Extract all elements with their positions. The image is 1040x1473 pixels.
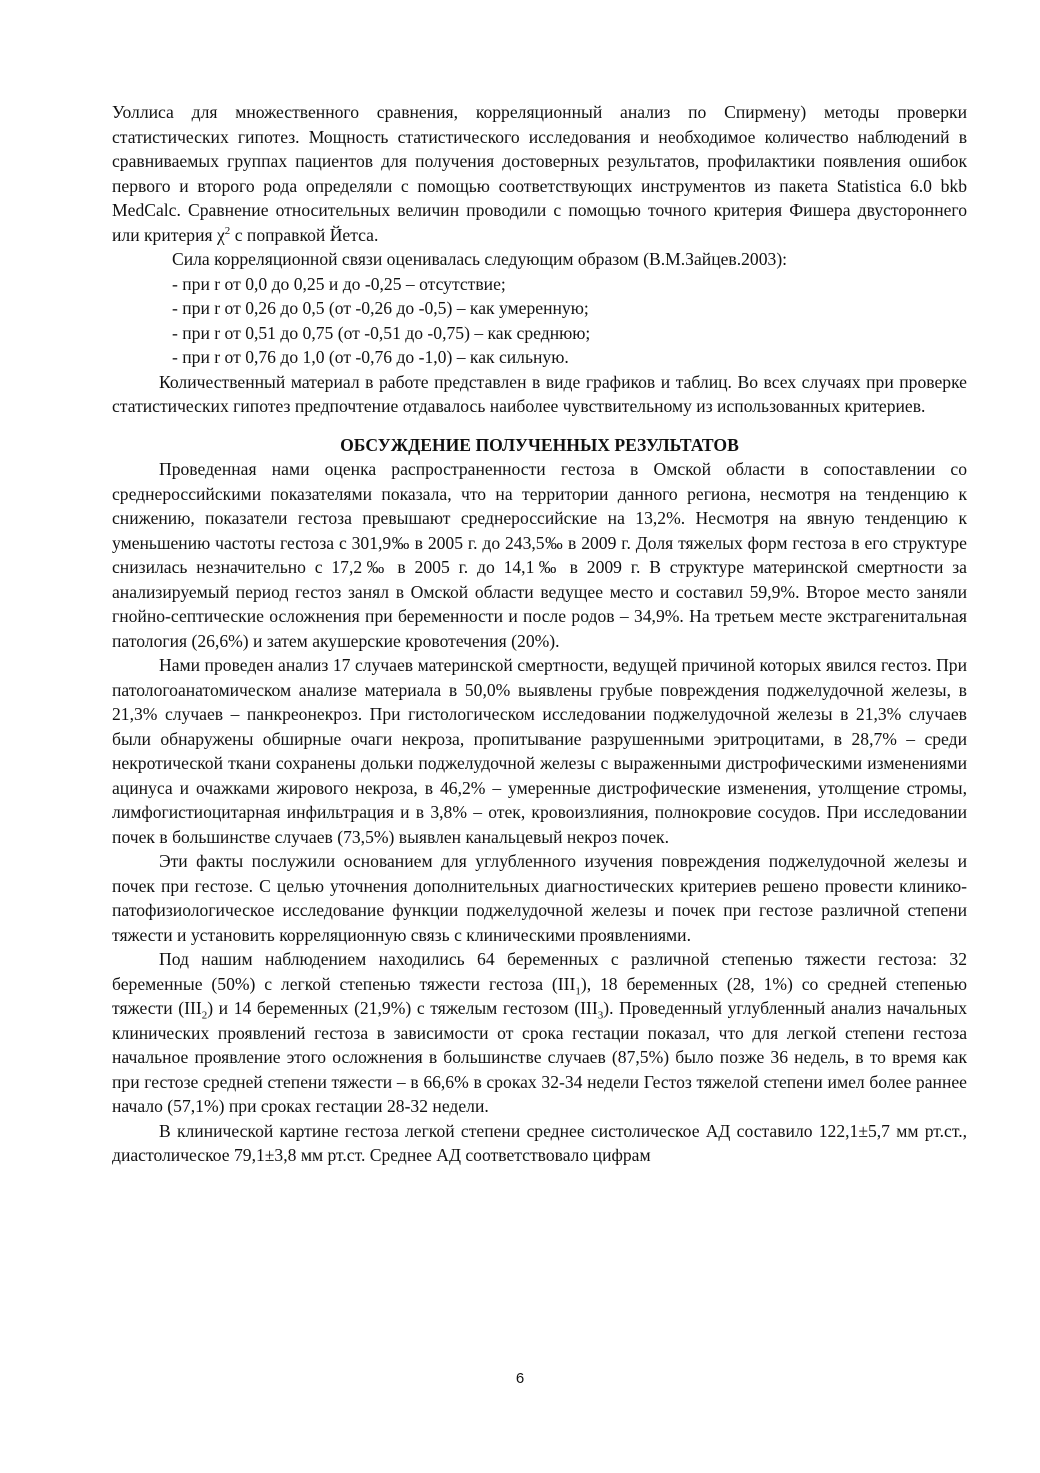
paragraph-prevalence: Проведенная нами оценка распространенности гестоза в Омской области в сопоставлении со среднероссийскими показателями показала, что на территории данного региона, несмотря на тенденцию к снижению, показатели гестоза превышают среднероссийские на 13,2%. Несмотря на явную тенденцию к уменьшению частоты гестоза с 301,9‰ в 2005 г. до 243,5‰ в 2009 г. Доля тяжелых форм гестоза в его структуре снизилась незначительно с 17,2‰ в 2005 г. до 14,1‰ в 2009 г. В структуре материнской смертности за анализируемый период гестоз занял в Омской области ведущее место и составил 59,9%. Второе место заняли гнойно-септические осложнения при беременности и после родов – 34,9%. На третьем месте экстрагенитальная патология (26,6%) и затем акушерские кровотечения (20%). bbox=[112, 459, 967, 651]
document-page bbox=[112, 100, 967, 1168]
correlation-item-2: - при r от 0,26 до 0,5 (от -0,26 до -0,5) – как умеренную; bbox=[172, 298, 589, 318]
observation-text-d: ). Проведенный углубленный анализ начальных клинических проявлений гестоза в зависимости от срока гестации показал, что для легкой степени гестоза начальное проявление этого осложнения в большинстве случаев (87,5%) было позже 36 недель, в то время как при гестозе средней степени тяжести – в 66,6% в сроках 32-34 недели Гестоз тяжелой степени имел более раннее начало (57,1%) при сроках гестации 28-32 недели. bbox=[112, 998, 967, 1116]
chi-superscript: 2 bbox=[224, 224, 231, 237]
paragraph-intro bbox=[112, 100, 967, 247]
correlation-item-3: - при r от 0,51 до 0,75 (от -0,51 до -0,75) – как среднюю; bbox=[172, 322, 591, 343]
paragraph-quantitative: Количественный материал в работе представлен в виде графиков и таблиц. Во всех случаях при проверке статистических гипотез предпочтение отдавалось наиболее чувствительному из использованных критериев. bbox=[112, 371, 967, 416]
paragraph-mortality-analysis: Нами проведен анализ 17 случаев материнской смертности, ведущей причиной которых явился гестоз. При патологоанатомическом анализе материала в 50,0% выявлены грубые повреждения поджелудочной железы, в 21,3% случаев – панкреонекроз. При гистологическом исследовании поджелудочной железы в 21,3% случаев были обнаружены обширные очаги некроза, пропитывание разрушенными эритроцитами, в 28,7% – среди некротической ткани сохранены дольки поджелудочной железы с выраженными дистрофическими изменениями ацинуса и очажками жирового некроза, в 46,2% – умеренные дистрофические изменения, утолщение стромы, лимфогистиоцитарная инфильтрация и в 3,8% – отек, кровоизлияния, полнокровие сосудов. При исследовании почек в большинстве случаев (73,5%) выявлен канальцевый некроз почек. bbox=[112, 655, 967, 847]
correlation-item-4: - при r от 0,76 до 1,0 (от -0,76 до -1,0) – как сильную. bbox=[172, 347, 569, 367]
observation-text-b: ), 18 беременных (28, 1%) со средней степенью тяжести (III bbox=[112, 973, 967, 1018]
chi-symbol: χ bbox=[216, 224, 225, 245]
paragraph-study-basis: Эти факты послужили основанием для углубленного изучения повреждения поджелудочной железы и почек при гестозе. С целью уточнения дополнительных диагностических критериев решено провести клинико-патофизиологическое исследование функции поджелудочной железы и почек при гестозе различной степени тяжести и установить корреляционную связь с клиническими проявлениями. bbox=[112, 851, 967, 945]
observation-text-a: Под нашим наблюдением находились 64 беременных с различной степенью тяжести гестоза: 32 беременные (50%) с легкой степенью тяжести гестоза (III bbox=[112, 949, 967, 994]
correlation-lead: Сила корреляционной связи оценивалась следующим образом (В.М.Зайцев.2003): bbox=[172, 249, 788, 269]
subscript-2: 2 bbox=[201, 1009, 208, 1022]
paragraph-intro-end: с поправкой Йетса. bbox=[230, 224, 379, 245]
subscript-3: 3 bbox=[597, 1009, 604, 1022]
section-heading: ОБСУЖДЕНИЕ ПОЛУЧЕННЫХ РЕЗУЛЬТАТОВ bbox=[340, 434, 739, 455]
paragraph-intro-text: Уоллиса для множественного сравнения, корреляционный анализ по Спирмену) методы проверки статистических гипотез. Мощность статистического исследования и необходимое количество наблюдений в сравниваемых группах пациентов для получения достоверных результатов, профилактики появления ошибок первого и второго рода определяли с помощью соответствующих инструментов из пакета Statistica 6.0 bkb MedCalc. Сравнение относительных величин проводили с помощью точного критерия Фишера двустороннего или критерия bbox=[112, 102, 967, 245]
page-number: 6 bbox=[515, 1370, 525, 1387]
correlation-item-1: - при r от 0,0 до 0,25 и до -0,25 – отсутствие; bbox=[172, 273, 506, 294]
observation-text-c: ) и 14 беременных (21,9%) с тяжелым гестозом (III bbox=[207, 998, 598, 1018]
subscript-1: 1 bbox=[575, 985, 581, 998]
paragraph-clinical: В клинической картине гестоза легкой степени среднее систолическое АД составило 122,1±5,7 мм рт.ст., диастолическое 79,1±3,8 мм рт.ст. Среднее АД соответствовало цифрам bbox=[112, 1120, 967, 1165]
paragraph-observation bbox=[112, 947, 967, 1119]
